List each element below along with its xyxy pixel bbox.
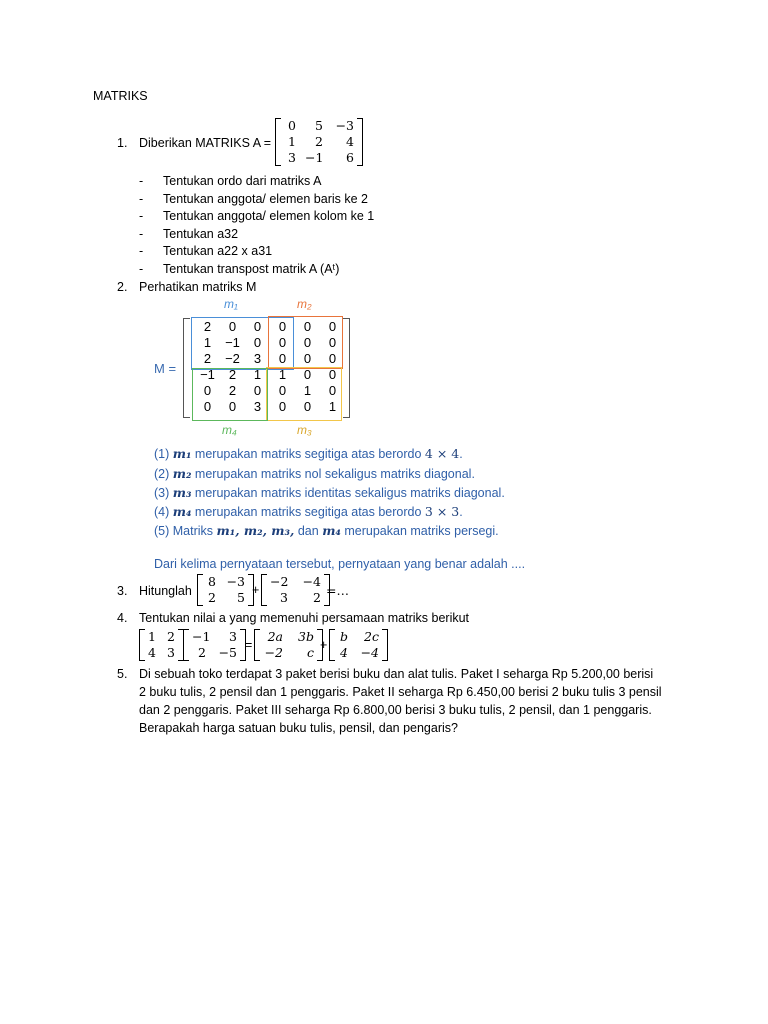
matrix-m-cell: 0 [228, 399, 237, 414]
matrix-cell: −1 [192, 629, 211, 644]
q2-statement: (5) Matriks m₁, m₂, m₃, dan m₄ merupakan matriks persegi. [154, 523, 499, 538]
matrix-cell: −4 [360, 645, 379, 660]
matrix-cell: −4 [302, 574, 321, 589]
q2-text: Perhatikan matriks M [139, 280, 257, 294]
matrix-m-cell: 0 [278, 319, 287, 334]
matrix-cell: 2a [267, 629, 283, 644]
bullet-dash: - [139, 226, 144, 241]
matrix-a [275, 118, 363, 166]
matrix-m-cell: −2 [225, 351, 240, 366]
m1-label: m₁ [224, 297, 238, 311]
matrix-m-cell: 0 [303, 351, 312, 366]
q2-statement: (2) m₂ merupakan matriks nol sekaligus matriks diagonal. [154, 466, 475, 481]
matrix-cell: −3 [335, 118, 354, 133]
matrix-cell: 4 [346, 134, 354, 149]
matrix-m-cell: 2 [203, 351, 212, 366]
q1-number: 1. [117, 136, 128, 150]
matrix-m-cell: 0 [278, 335, 287, 350]
q3-text: Hitunglah [139, 584, 192, 598]
bullet-dash: - [139, 174, 144, 188]
bullet-dash: - [139, 191, 144, 206]
m4-box [192, 368, 268, 421]
matrix-cell: 2 [313, 590, 321, 605]
bullet-dash: - [139, 244, 144, 258]
matrix-m-left-bracket [183, 318, 190, 418]
matrix-m-cell: 0 [253, 383, 262, 398]
q4-matrix-d [329, 629, 388, 661]
q5-line: Berapakah harga satuan buku tulis, pensil, dan pengaris? [139, 721, 458, 735]
matrix-cell: 2c [364, 629, 379, 644]
matrix-cell: 3b [298, 629, 314, 644]
matrix-cell: 1 [288, 134, 296, 149]
matrix-m-cell: 0 [203, 383, 212, 398]
matrix-cell: 4 [340, 645, 348, 660]
q1-subitem: Tentukan a22 x a31 [163, 244, 273, 258]
q4-text: Tentukan nilai a yang memenuhi persamaan matriks berikut [139, 611, 470, 625]
matrix-m-cell: 1 [328, 399, 337, 414]
matrix-m-cell: 0 [278, 399, 287, 414]
matrix-m-cell: 1 [203, 335, 212, 350]
m4-label: m₄ [222, 423, 237, 437]
matrix-cell: 6 [346, 150, 354, 165]
matrix-m-cell: 0 [328, 367, 337, 382]
page-title: MATRIKS [93, 89, 148, 103]
matrix-cell: −3 [226, 574, 245, 589]
matrix-cell: 3 [288, 150, 296, 165]
matrix-cell: −5 [218, 645, 237, 660]
matrix-m-cell: 1 [303, 383, 312, 398]
matrix-cell: 1 [148, 629, 156, 644]
m2-box [268, 316, 343, 369]
q3-number: 3. [117, 584, 128, 598]
q4-number: 4. [117, 611, 128, 625]
matrix-cell: 2 [167, 629, 175, 644]
matrix-cell: −1 [305, 150, 324, 165]
q1-subitem: Tentukan transpost matrik A (Aᵗ) [163, 261, 340, 276]
matrix-cell: 2 [198, 645, 206, 660]
q1-subitem: Tentukan ordo dari matriks A [163, 174, 322, 188]
q1-subitem: Tentukan anggota/ elemen baris ke 2 [163, 191, 368, 206]
matrix-m-cell: 0 [278, 351, 287, 366]
q3-matrix-a [197, 574, 254, 606]
q5-line: Di sebuah toko terdapat 3 paket berisi buku dan alat tulis. Paket I seharga Rp 5.200,00 berisi [139, 667, 654, 681]
bullet-dash: - [139, 209, 144, 223]
m3-label: m₃ [297, 423, 312, 437]
matrix-m-cell: 0 [228, 319, 237, 334]
q1-text: Diberikan MATRIKS A = [139, 136, 272, 150]
matrix-m-cell: 0 [278, 383, 287, 398]
matrix-m-cell: −1 [200, 367, 215, 382]
q4-matrix-b [183, 629, 246, 661]
q5-line: 2 buku tulis, 2 pensil dan 1 penggaris. Paket II seharga Rp 6.450,00 berisi 2 buku tulis 3 pensil [139, 685, 662, 699]
matrix-m-cell: 0 [253, 335, 262, 350]
bullet-dash: - [139, 261, 144, 276]
matrix-cell: 2 [315, 134, 323, 149]
matrix-m-cell: 0 [328, 319, 337, 334]
matrix-m-cell: 0 [253, 319, 262, 334]
q2-number: 2. [117, 280, 128, 294]
matrix-m-cell: 2 [203, 319, 212, 334]
matrix-cell: b [339, 629, 348, 644]
q1-subitem: Tentukan a32 [163, 226, 239, 241]
matrix-m-cell: 3 [253, 399, 262, 414]
matrix-m-cell: 0 [328, 351, 337, 366]
matrix-m-cell: −1 [225, 335, 240, 350]
matrix-m-cell: 1 [253, 367, 262, 382]
matrix-m-cell: 0 [203, 399, 212, 414]
matrix-cell: c [306, 645, 314, 660]
q5-line: dan 2 penggaris. Paket III seharga Rp 6.800,00 berisi 3 buku tulis, 2 pensil, dan 1 penggaris. [139, 703, 652, 717]
q1-subitem: Tentukan anggota/ elemen kolom ke 1 [163, 209, 375, 223]
m2-label: m₂ [297, 297, 312, 311]
matrix-m-cell: 0 [303, 399, 312, 414]
matrix-m-cell: 2 [228, 383, 237, 398]
m3-box [266, 367, 342, 421]
matrix-cell: 5 [315, 118, 323, 133]
matrix-cell: −2 [264, 645, 283, 660]
matrix-m-cell: 0 [303, 367, 312, 382]
matrix-cell: 3 [280, 590, 288, 605]
matrix-m-label: M = [154, 361, 177, 376]
matrix-m-cell: 0 [303, 319, 312, 334]
q3-equals: =… [326, 583, 349, 598]
matrix-cell: 2 [208, 590, 216, 605]
matrix-cell: 3 [229, 629, 237, 644]
q2-statement: (3) m₃ merupakan matriks identitas sekaligus matriks diagonal. [154, 485, 505, 500]
q5-number: 5. [117, 667, 128, 681]
matrix-cell: −2 [270, 574, 289, 589]
matrix-cell: 8 [208, 574, 216, 589]
q3-matrix-b [261, 574, 330, 606]
q4-matrix-a [139, 629, 184, 661]
matrix-m-cell: 1 [278, 367, 287, 382]
q4-matrix-c [254, 629, 323, 661]
matrix-m-cell: 2 [228, 367, 237, 382]
matrix-m-cell: 0 [303, 335, 312, 350]
matrix-m-cell: 0 [328, 383, 337, 398]
matrix-cell: 3 [167, 645, 175, 660]
matrix-cell: 5 [237, 590, 245, 605]
q2-conclusion: Dari kelima pernyataan tersebut, pernyataan yang benar adalah .... [154, 557, 526, 571]
matrix-m-cell: 0 [328, 335, 337, 350]
q3-plus: + [252, 583, 260, 597]
matrix-cell: 0 [288, 118, 296, 133]
q4-plus: + [320, 638, 328, 652]
q2-statement: (4) m₄ merupakan matriks segitiga atas berordo 3 × 3. [154, 504, 463, 519]
q2-statement: (1) m₁ merupakan matriks segitiga atas berordo 4 × 4. [154, 446, 463, 461]
q4-equals: = [245, 638, 253, 652]
matrix-m-cell: 3 [253, 351, 262, 366]
matrix-cell: 4 [148, 645, 156, 660]
